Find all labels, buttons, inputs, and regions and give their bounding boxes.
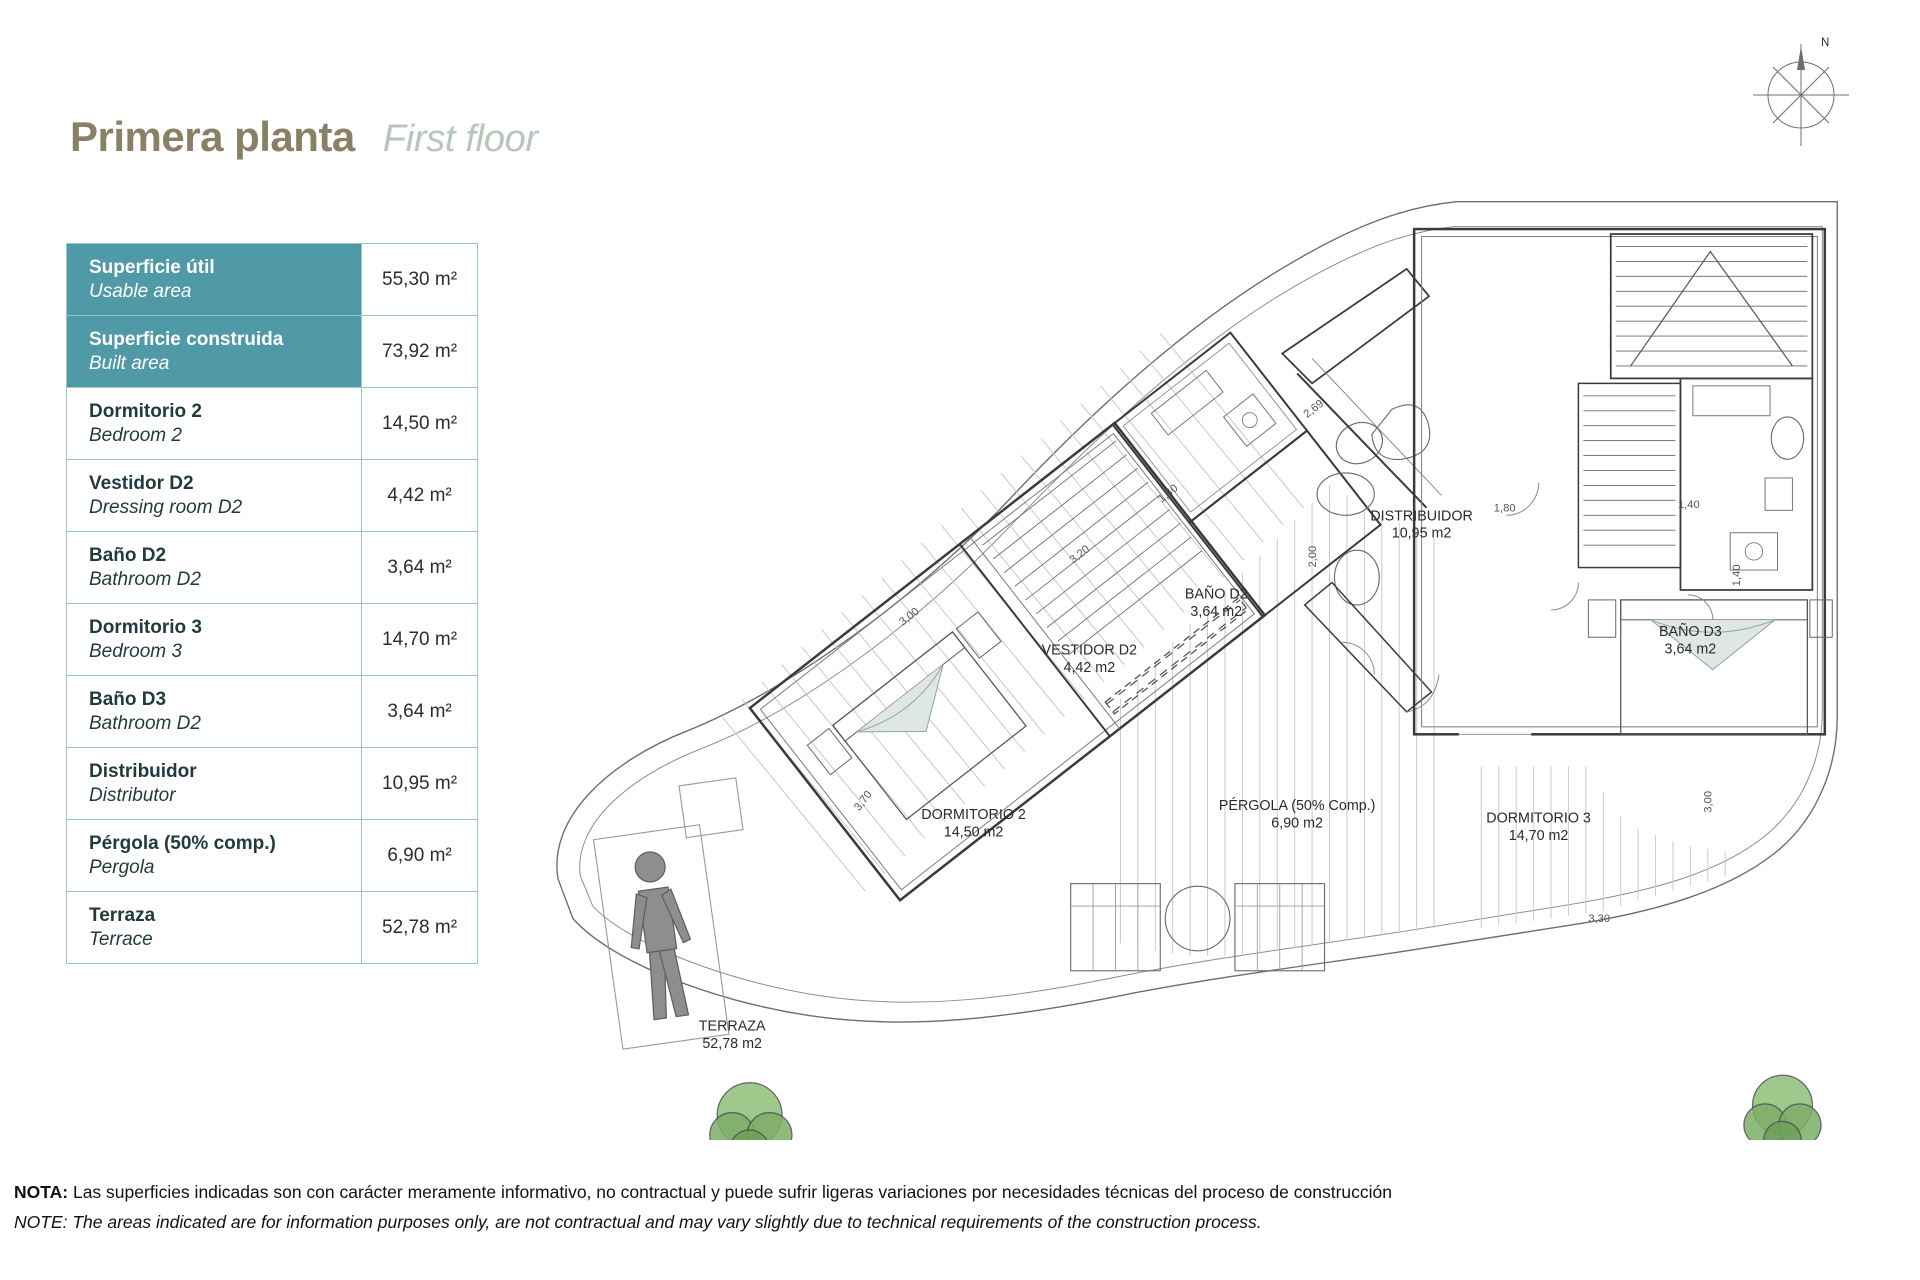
room-name-dormitorio-3: DORMITORIO 3 xyxy=(1486,810,1591,827)
note-spanish-body: Las superficies indicadas son con carácter meramente informativo, no contractual y puede sufrir ligeras variaciones por necesidades técnicas del proceso de construcción xyxy=(68,1182,1392,1202)
row-value: 3,64 m² xyxy=(362,676,478,748)
row-label-es: Vestidor D2 xyxy=(89,472,194,494)
row-label-es: Superficie construida xyxy=(89,328,284,350)
row-label-en: Usable area xyxy=(89,280,192,302)
row-label-es: Pérgola (50% comp.) xyxy=(89,832,276,854)
row-label xyxy=(67,532,362,604)
row-value: 55,30 m² xyxy=(362,244,478,316)
compass-north-label: N xyxy=(1821,37,1830,49)
room-area-terraza: 52,78 m2 xyxy=(702,1035,762,1052)
page-title-en: First floor xyxy=(382,118,538,160)
room-name-dormitorio-2: DORMITORIO 2 xyxy=(921,806,1026,823)
row-label-es: Baño D3 xyxy=(89,688,167,710)
row-label xyxy=(67,460,362,532)
row-label-en: Built area xyxy=(89,352,170,374)
row-label-en: Bathroom D2 xyxy=(89,568,201,590)
room-name-bano-d3: BAÑO D3 xyxy=(1659,623,1722,640)
row-label xyxy=(67,244,362,316)
dimension-label: 1,40 xyxy=(1155,482,1181,506)
row-label-en: Distributor xyxy=(89,784,176,806)
dimension-label: 3,00 xyxy=(1702,790,1715,813)
room-name-vestidor-d2: VESTIDOR D2 xyxy=(1041,642,1138,659)
room-area-vestidor-d2: 4,42 m2 xyxy=(1063,660,1116,677)
row-label xyxy=(67,388,362,460)
note-english: NOTE: The areas indicated are for information purposes only, are not contractual and may vary slightly due to technical requirements of the construction process. xyxy=(14,1212,1262,1232)
row-label-en: Bedroom 3 xyxy=(89,640,182,662)
dimension-label: 1,80 xyxy=(1493,502,1516,515)
row-label xyxy=(67,604,362,676)
row-value: 14,50 m² xyxy=(362,388,478,460)
dimension-label: 3,30 xyxy=(1588,913,1611,926)
row-value: 4,42 m² xyxy=(362,460,478,532)
row-label-en: Dressing room D2 xyxy=(89,496,243,518)
row-value: 10,95 m² xyxy=(362,748,478,820)
table-row xyxy=(67,532,478,604)
table-row xyxy=(67,388,478,460)
row-label xyxy=(67,676,362,748)
row-label-es: Dormitorio 2 xyxy=(89,400,202,422)
row-label-en: Bathroom D2 xyxy=(89,712,201,734)
dimension-label: 1,40 xyxy=(1677,498,1700,511)
table-row xyxy=(67,460,478,532)
row-label-es: Distribuidor xyxy=(89,760,197,782)
room-name-pergola: PÉRGOLA (50% Comp.) xyxy=(1218,798,1376,815)
table-row xyxy=(67,244,478,316)
row-label-es: Baño D2 xyxy=(89,544,167,566)
table-row xyxy=(67,604,478,676)
row-label-en: Pergola xyxy=(89,856,155,878)
table-row xyxy=(67,892,478,964)
disclaimer-note xyxy=(14,1182,1774,1233)
row-label xyxy=(67,748,362,820)
row-label-en: Bedroom 2 xyxy=(89,424,182,446)
dimension-label: 3,70 xyxy=(852,788,875,814)
room-area-dormitorio-3: 14,70 m2 xyxy=(1508,828,1569,845)
table-row xyxy=(67,748,478,820)
table-row xyxy=(67,676,478,748)
row-label-es: Terraza xyxy=(89,904,156,926)
row-value: 14,70 m² xyxy=(362,604,478,676)
table-row xyxy=(67,316,478,388)
page-title-es: Primera planta xyxy=(70,113,355,160)
room-area-bano-d3: 3,64 m2 xyxy=(1664,641,1717,658)
dimension-label: 1,40 xyxy=(1731,564,1744,587)
note-spanish-prefix: NOTA: xyxy=(14,1182,69,1202)
table-row xyxy=(67,820,478,892)
row-value: 3,64 m² xyxy=(362,532,478,604)
room-name-terraza: TERRAZA xyxy=(698,1018,766,1035)
dimension-label: 3,00 xyxy=(897,605,922,629)
room-area-dormitorio-2: 14,50 m2 xyxy=(943,824,1004,841)
row-value: 52,78 m² xyxy=(362,892,478,964)
room-area-bano-d2: 3,64 m2 xyxy=(1190,604,1243,621)
row-label-es: Superficie útil xyxy=(89,256,215,278)
row-label xyxy=(67,316,362,388)
areas-table xyxy=(66,243,478,964)
row-value: 6,90 m² xyxy=(362,820,478,892)
room-name-bano-d2: BAÑO D2 xyxy=(1184,586,1248,603)
row-value: 73,92 m² xyxy=(362,316,478,388)
floor-plan-drawing xyxy=(520,20,1920,1140)
dimension-label: 3,20 xyxy=(1067,543,1093,567)
row-label-en: Terrace xyxy=(89,928,153,950)
room-area-pergola: 6,90 m2 xyxy=(1271,815,1323,832)
room-name-distribuidor: DISTRIBUIDOR xyxy=(1370,508,1473,525)
row-label xyxy=(67,892,362,964)
row-label-es: Dormitorio 3 xyxy=(89,616,202,638)
row-label xyxy=(67,820,362,892)
room-area-distribuidor: 10,95 m2 xyxy=(1391,525,1452,542)
dimension-label: 2,00 xyxy=(1306,545,1319,568)
page-title xyxy=(70,113,538,161)
dimension-label: 2,69 xyxy=(1301,397,1327,421)
note-spanish xyxy=(14,1182,1774,1203)
